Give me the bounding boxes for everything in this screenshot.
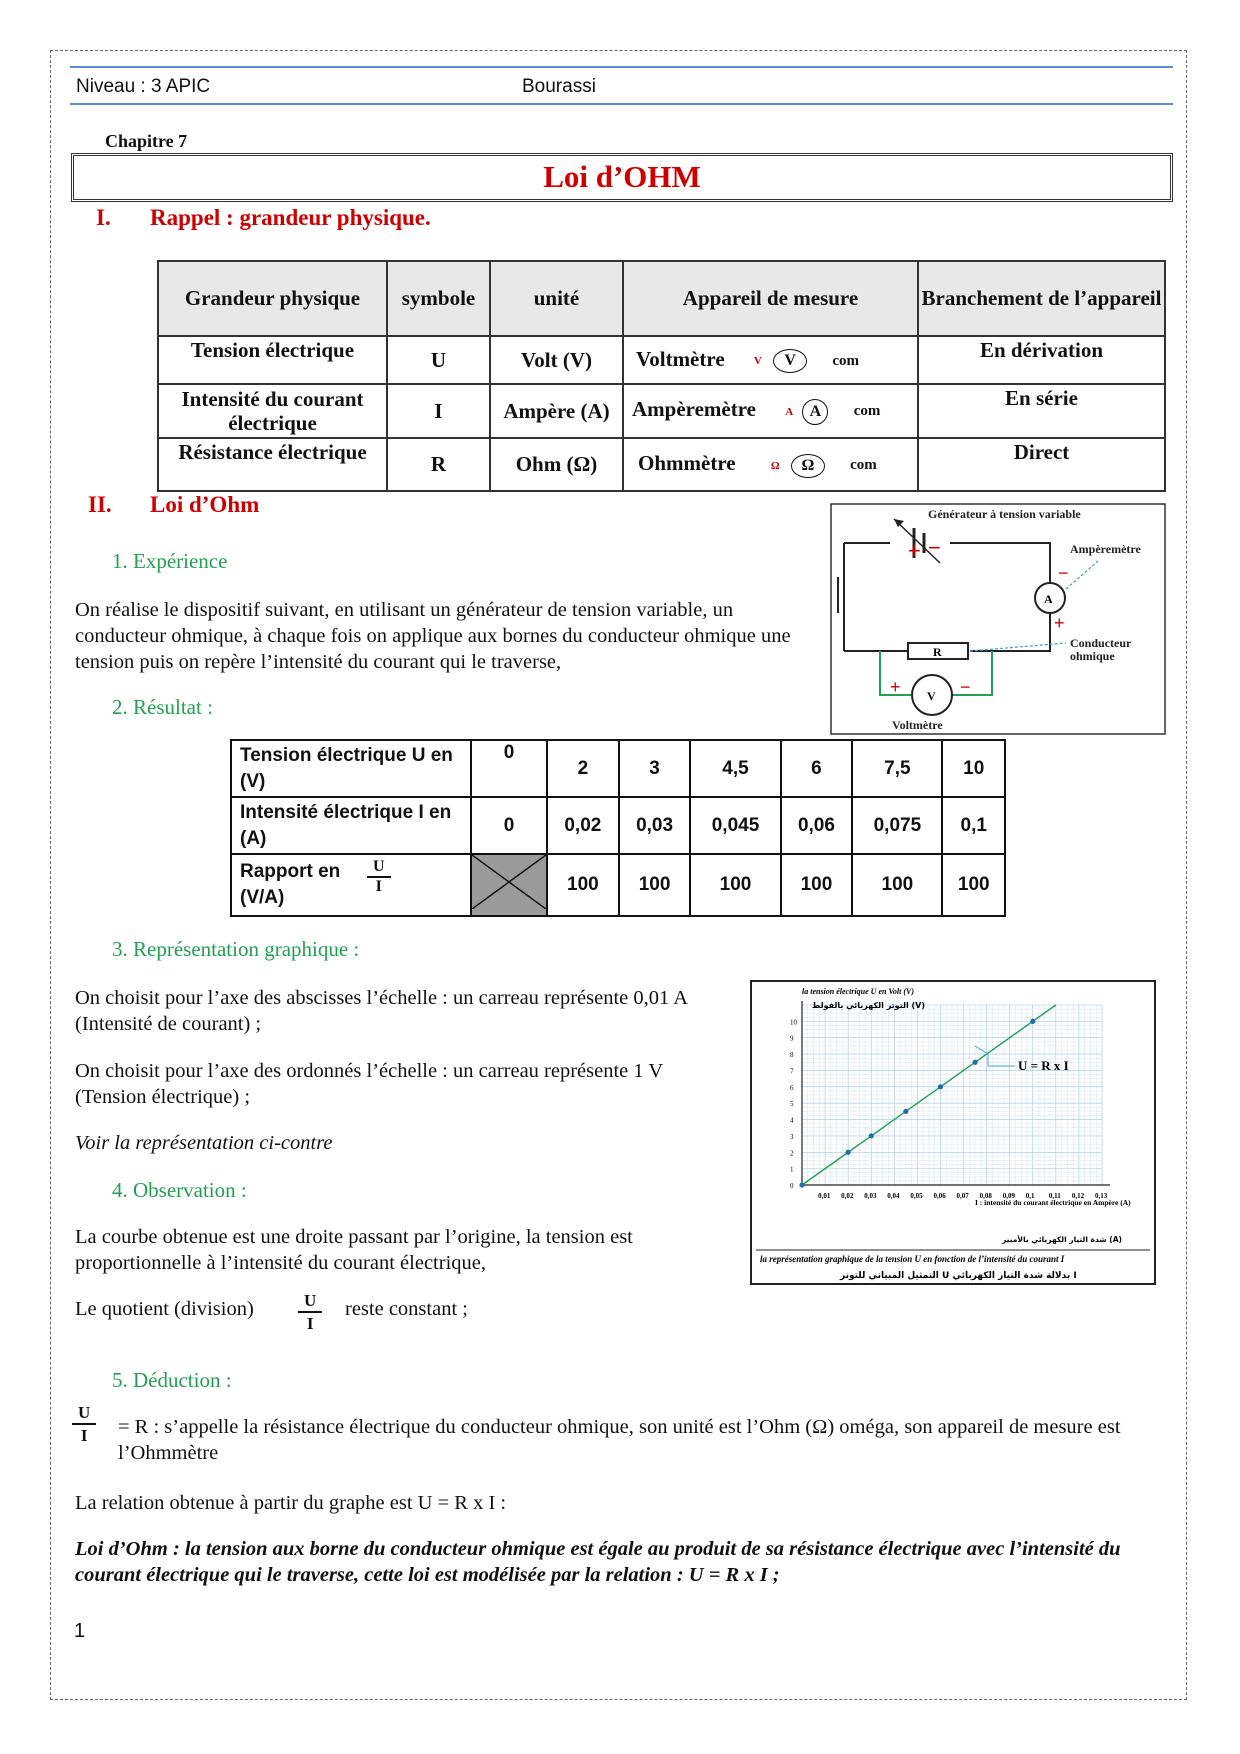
cell-device: [623, 384, 918, 438]
ammeter-minus: −: [1058, 563, 1069, 583]
quantities-table: [157, 260, 1166, 492]
section2-title: Loi d’Ohm: [150, 492, 260, 517]
graph-paragraph-1: On choisit pour l’axe des abscisses l’échelle : un carreau représente 0,01 A (Intensité de courant) ;: [75, 987, 687, 1035]
x-tick-label: 0,09: [1002, 1192, 1015, 1200]
cell: 6: [781, 740, 853, 797]
cell: 100: [781, 854, 853, 916]
device-name: Ohmmètre: [638, 451, 736, 476]
data-point: [846, 1150, 851, 1155]
circuit-diagram: [830, 503, 1166, 735]
y-tick-label: 10: [790, 1018, 797, 1027]
cell: 100: [690, 854, 780, 916]
graph-heading: 3. Représentation graphique :: [112, 937, 360, 961]
x-tick-label: 0,1: [1025, 1192, 1035, 1200]
x-tick-label: 0,04: [887, 1192, 900, 1200]
voltmeter-icon: V: [773, 349, 807, 373]
cell: 0,1: [942, 797, 1005, 854]
cell: 4,5: [690, 740, 780, 797]
crossed-cell: [471, 854, 547, 916]
y-tick-label: 1: [790, 1165, 794, 1174]
cell-symbol: I: [387, 384, 490, 438]
section1-number: I.: [96, 205, 111, 230]
chapter-label: Chapitre 7: [105, 131, 188, 151]
cell-symbol: R: [387, 438, 490, 491]
th-symbol: symbole: [387, 261, 490, 336]
conductor-label-2: ohmique: [1070, 649, 1115, 663]
cell: 2: [547, 740, 619, 797]
data-point: [869, 1133, 874, 1138]
terminal-label: Ω: [770, 459, 780, 472]
result-heading: 2. Résultat :: [112, 695, 213, 719]
deduction-heading: 5. Déduction :: [112, 1368, 232, 1392]
cell: 0,045: [690, 797, 780, 854]
x-tick-label: 0,06: [933, 1192, 946, 1200]
results-table: [230, 739, 1006, 917]
observation-paragraph: La courbe obtenue est une droite passant par l’origine, la tension est proportionnelle à l’intensité du courant électrique,: [75, 1226, 633, 1274]
ammeter-icon: A: [802, 399, 828, 425]
cell-quantity: Intensité du courant électrique: [158, 384, 387, 438]
table-row: [231, 797, 1005, 854]
rapport-text: Rapport en (V/A): [240, 861, 341, 908]
graph-paragraph-2: On choisit pour l’axe des ordonnés l’échelle : un carreau représente 1 V (Tension électrique) ;: [75, 1060, 663, 1108]
cell-unit: Ohm (Ω): [490, 438, 623, 491]
x-tick-label: 0,02: [841, 1192, 854, 1200]
row-label-intensite: Intensité électrique I en (A): [231, 797, 471, 854]
generator-minus: −: [928, 535, 941, 560]
ammeter-label: Ampèremètre: [1070, 542, 1141, 556]
cell-unit: Ampère (A): [490, 384, 623, 438]
ammeter-letter: A: [1044, 592, 1053, 606]
com-label: com: [832, 352, 859, 369]
relation-text: La relation obtenue à partir du graphe est U = R x I :: [75, 1492, 507, 1514]
page-title: Loi d’OHM: [71, 153, 1173, 202]
cell-quantity: Résistance électrique: [158, 438, 387, 491]
u-i-chart: [750, 980, 1156, 1285]
y-tick-label: 3: [790, 1132, 794, 1141]
x-tick-label: 0,13: [1095, 1192, 1108, 1200]
y-tick-label: 5: [790, 1100, 794, 1109]
table-row: [158, 336, 1165, 384]
device-name: Ampèremètre: [632, 397, 756, 422]
cell-quantity: Tension électrique: [158, 336, 387, 384]
chart-xlabel-ar: شدة التيار الكهربائي بالأمبير (A): [1002, 1235, 1122, 1244]
header-level: Niveau : 3 APIC: [76, 76, 211, 97]
cell: 100: [852, 854, 942, 916]
experience-heading: 1. Expérience: [112, 549, 228, 573]
generator-label: Générateur à tension variable: [928, 507, 1081, 521]
header-bottom-line: [70, 103, 1173, 105]
chart-annotation: U = R x I: [1018, 1058, 1069, 1073]
quotient-fraction: $\frac{U}{I}$: [298, 1290, 322, 1334]
page-number: 1: [74, 1620, 86, 1642]
section1-title: Rappel : grandeur physique.: [150, 205, 431, 230]
cell: 0: [471, 740, 547, 797]
y-tick-label: 6: [790, 1083, 794, 1092]
row-label-rapport: [231, 854, 471, 916]
table-row: [231, 854, 1005, 916]
y-tick-label: 0: [790, 1182, 794, 1190]
cell: 0: [471, 797, 547, 854]
observation-heading: 4. Observation :: [112, 1178, 247, 1202]
cell-unit: Volt (V): [490, 336, 623, 384]
ohm-law-statement: Loi d’Ohm : la tension aux borne du conducteur ohmique est égale au produit de sa résistance électrique avec l’intensité du courant électrique qui le traverse, cette loi est modélisée par la relation : U = R x I ;: [75, 1538, 1121, 1586]
y-tick-label: 8: [790, 1051, 794, 1060]
section2-number: II.: [88, 492, 112, 517]
cell: 100: [942, 854, 1005, 916]
y-tick-label: 7: [790, 1067, 794, 1076]
cell-symbol: U: [387, 336, 490, 384]
cell: 3: [619, 740, 691, 797]
voltmeter-label: Voltmètre: [892, 718, 943, 732]
x-tick-label: 0,08: [979, 1192, 992, 1200]
x-tick-label: 0,12: [1071, 1192, 1085, 1200]
cell-device: [623, 438, 918, 491]
voltmeter-minus: −: [960, 677, 971, 697]
cell-branch: En série: [918, 384, 1165, 438]
data-point: [938, 1084, 943, 1089]
com-label: com: [850, 457, 877, 474]
ammeter-plus: +: [1054, 613, 1065, 633]
resistor-letter: R: [933, 645, 942, 659]
chart-ylabel: la tension électrique U en Volt (V): [802, 987, 914, 996]
quotient-text: Le quotient (division): [75, 1298, 254, 1320]
header-author: Bourassi: [522, 76, 596, 97]
header-top-line: [70, 66, 1173, 68]
cell-device: [623, 336, 918, 384]
x-tick-label: 0,07: [956, 1192, 969, 1200]
x-tick-label: 0,03: [864, 1192, 877, 1200]
u-over-i-fraction: $\frac{U}{I}$: [367, 858, 391, 896]
terminal-label: A: [785, 405, 794, 418]
data-point: [903, 1109, 908, 1114]
x-tick-label: 0,01: [818, 1192, 831, 1200]
th-quantity: Grandeur physique: [158, 261, 387, 336]
x-tick-label: 0,05: [910, 1192, 923, 1200]
data-point: [972, 1060, 977, 1065]
cell: 0,075: [852, 797, 942, 854]
y-tick-label: 2: [790, 1149, 794, 1158]
terminal-label: V: [753, 355, 762, 368]
deduction-paragraph: = R : s’appelle la résistance électrique du conducteur ohmique, son unité est l’Ohm (Ω) oméga, son appareil de mesure est l’Ohmmètre: [118, 1416, 1121, 1464]
experience-text: On réalise le dispositif suivant, en utilisant un générateur de tension variable, un conducteur ohmique, à chaque fois on applique aux bornes du conducteur ohmique une tension puis on repère l’intensité du courant qui le traverse,: [75, 599, 791, 673]
cell-branch: En dérivation: [918, 336, 1165, 384]
cell: 100: [619, 854, 691, 916]
quotient-constant: reste constant ;: [345, 1298, 468, 1320]
chart-xlabel: I : intensité du courant électrique en Ampère (A): [975, 1198, 1131, 1207]
cell: 100: [547, 854, 619, 916]
graph-paragraph-3: Voir la représentation ci-contre: [75, 1132, 333, 1154]
cell-branch: Direct: [918, 438, 1165, 491]
cell: 0,03: [619, 797, 691, 854]
table-row: [158, 438, 1165, 491]
data-point: [1030, 1019, 1035, 1024]
cell: 10: [942, 740, 1005, 797]
chart-ylabel-ar: التوتر الكهربائي بالفولط (V): [812, 1001, 925, 1010]
voltmeter-plus: +: [890, 677, 901, 697]
cell: 0,06: [781, 797, 853, 854]
data-point: [799, 1182, 804, 1187]
device-name: Voltmètre: [636, 346, 725, 371]
ohmmeter-icon: Ω: [791, 454, 825, 478]
th-unit: unité: [490, 261, 623, 336]
cell: 0,02: [547, 797, 619, 854]
table-row: [158, 384, 1165, 438]
th-device: Appareil de mesure: [623, 261, 918, 336]
x-tick-label: 0,11: [1048, 1192, 1061, 1200]
table-row: [231, 740, 1005, 797]
th-branch: Branchement de l’appareil: [918, 261, 1165, 336]
chart-title-ar: التمثيل المبياني للتوتر U بدلالة شدة التيار الكهربائي I: [840, 1271, 1077, 1281]
deduction-fraction: $\frac{U}{I}$: [72, 1402, 96, 1446]
conductor-label-1: Conducteur: [1070, 636, 1132, 650]
voltmeter-letter: V: [927, 689, 936, 703]
y-tick-label: 4: [790, 1116, 794, 1125]
row-label-tension: Tension électrique U en (V): [231, 740, 471, 797]
y-tick-label: 9: [790, 1034, 794, 1043]
cross-mark: [472, 855, 546, 909]
com-label: com: [853, 403, 881, 420]
cell: 7,5: [852, 740, 942, 797]
chart-title: la représentation graphique de la tension U en fonction de l’intensité du courant I: [760, 1254, 1065, 1264]
generator-plus: +: [908, 538, 921, 563]
